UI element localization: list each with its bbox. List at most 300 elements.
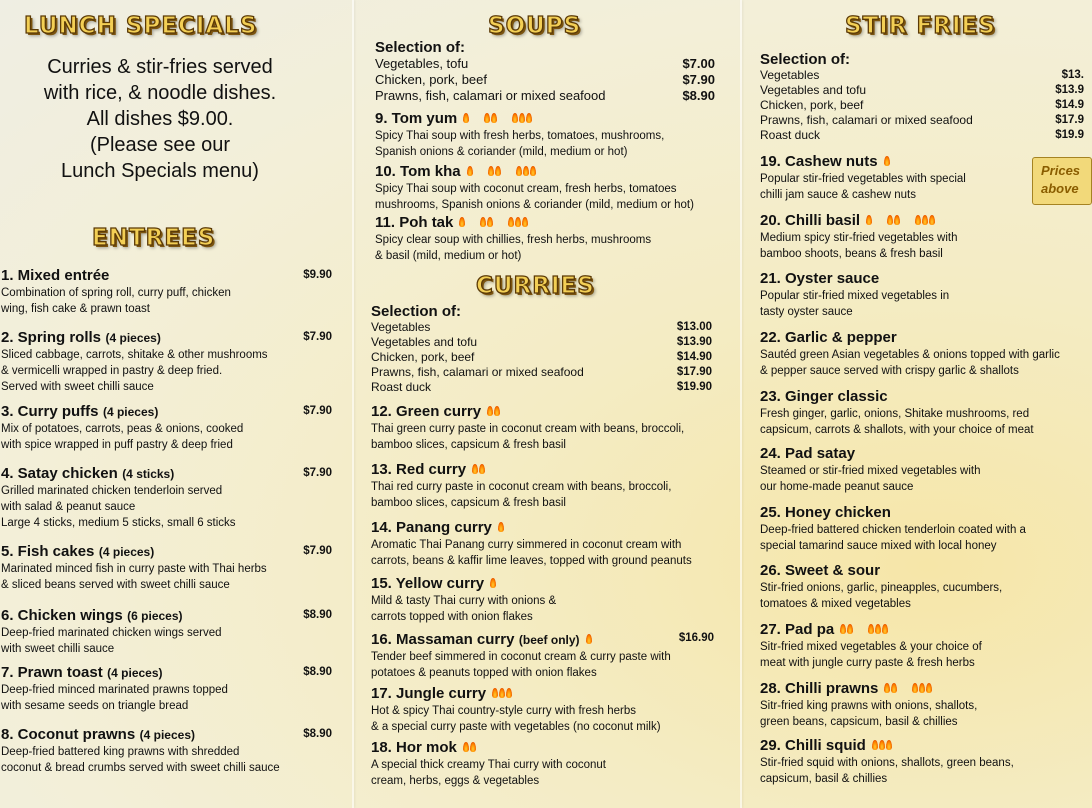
chilli-icon (484, 113, 490, 123)
intro-line: All dishes $9.00. (86, 108, 234, 130)
selection-price: $7.00 (682, 56, 715, 71)
selection-label: Roast duck (371, 380, 432, 394)
item-description: Deep-fried minced marinated prawns topped (1, 684, 228, 696)
chilli-icon (463, 742, 469, 752)
item-description: with sesame seeds on triangle bread (1, 700, 189, 712)
selection-price: $19.9 (1055, 129, 1084, 141)
item-description: A special thick creamy Thai curry with coconut (371, 759, 606, 771)
item-description: & sliced beans served with sweet chilli sauce (1, 579, 230, 591)
item-name: 24. Pad satay (760, 445, 856, 462)
item-header (760, 211, 1060, 230)
lunch-specials-heading: LUNCH SPECIALS (24, 13, 258, 39)
chilli-group (872, 736, 893, 754)
chilli-icon (840, 624, 846, 634)
item-description: Deep-fried battered chicken tenderloin coated with a (760, 524, 1026, 536)
selection-label: Chicken, pork, beef (375, 72, 488, 87)
item-description: Spicy clear soup with chillies, fresh herbs, mushrooms (375, 234, 652, 246)
item-price: $7.90 (303, 467, 332, 479)
chilli-rating (866, 211, 950, 229)
chilli-icon (519, 113, 525, 123)
item-price: $7.90 (303, 545, 332, 557)
chilli-icon (512, 113, 518, 123)
menu-item (371, 630, 714, 681)
item-description: Spicy Thai soup with fresh herbs, tomatoes, mushrooms, (375, 130, 665, 142)
item-quantity: (beef only) (518, 633, 580, 647)
item-description: Tender beef simmered in coconut cream & curry paste with (371, 651, 671, 663)
chilli-icon (887, 215, 893, 225)
item-name: 14. Panang curry (371, 519, 492, 536)
item-header (1, 403, 332, 421)
curries-heading: CURRIES (476, 273, 595, 299)
item-description: Medium spicy stir-fried vegetables with (760, 232, 958, 244)
chilli-icon (516, 166, 522, 176)
selection-row (760, 113, 1084, 128)
chilli-rating (467, 162, 551, 180)
item-description: Hot & spicy Thai country-style curry with fresh herbs (371, 705, 637, 717)
chilli-rating (463, 738, 491, 756)
item-description: Sliced cabbage, carrots, shitake & other mushrooms (1, 349, 268, 361)
item-name: 7. Prawn toast (1, 664, 103, 681)
menu-item (371, 518, 714, 569)
item-description: Sitr-fried mixed vegetables & your choice of (760, 641, 982, 653)
selection-row (760, 68, 1084, 83)
item-name: 12. Green curry (371, 403, 482, 420)
chilli-icon (480, 217, 486, 227)
chilli-icon (488, 166, 494, 176)
chilli-icon (847, 624, 853, 634)
chilli-icon (470, 742, 476, 752)
item-header (1, 726, 332, 744)
menu-item (760, 152, 1060, 203)
selection-row (375, 56, 715, 72)
selection-label: Vegetables and tofu (760, 83, 867, 97)
item-description: Combination of spring roll, curry puff, chicken (1, 287, 231, 299)
selection-price: $14.90 (676, 351, 712, 363)
item-name: 28. Chilli prawns (760, 680, 879, 697)
item-header (760, 445, 1060, 463)
item-header (371, 684, 714, 703)
item-header (760, 270, 1060, 288)
chilli-group (484, 109, 498, 127)
menu-item (760, 329, 1060, 379)
chilli-icon (894, 215, 900, 225)
item-header (760, 562, 1060, 580)
chilli-rating (492, 684, 527, 702)
soups-selection (375, 39, 715, 104)
prices-badge (1032, 157, 1092, 205)
item-description: Popular stir-fried mixed vegetables in (760, 290, 950, 302)
item-header (760, 388, 1060, 406)
item-name: 3. Curry puffs (1, 403, 99, 420)
menu-item (760, 736, 1060, 787)
selection-row (371, 380, 712, 395)
chilli-group (472, 460, 486, 478)
chilli-icon (919, 683, 925, 693)
menu-item (760, 562, 1060, 612)
chilli-icon (915, 215, 921, 225)
chilli-group (516, 162, 537, 180)
chilli-icon (499, 688, 505, 698)
chilli-rating (463, 109, 547, 127)
selection-title: Selection of: (371, 303, 462, 320)
item-description: Spanish onions & coriander (mild, medium or hot) (375, 146, 628, 158)
item-name: 19. Cashew nuts (760, 153, 878, 170)
item-description: Large 4 sticks, medium 5 sticks, small 6 sticks (1, 517, 236, 529)
item-name: 9. Tom yum (375, 110, 458, 127)
chilli-icon (523, 166, 529, 176)
chilli-rating (490, 574, 511, 592)
chilli-icon (884, 683, 890, 693)
item-quantity: (4 sticks) (122, 467, 175, 481)
item-header (760, 504, 1060, 522)
chilli-icon (926, 683, 932, 693)
item-description: Stir-fried squid with onions, shallots, green beans, (760, 757, 1014, 769)
selection-row (371, 350, 712, 365)
chilli-icon (522, 217, 528, 227)
menu-item (375, 109, 720, 160)
item-quantity: (4 pieces) (102, 405, 159, 419)
selection-row (375, 88, 715, 104)
menu-item (371, 738, 714, 789)
selection-label: Prawns, fish, calamari or mixed seafood (371, 365, 584, 379)
chilli-rating (586, 630, 607, 648)
chilli-group (459, 213, 466, 231)
item-description: Served with sweet chilli sauce (1, 381, 154, 393)
item-description: Popular stir-fried vegetables with special (760, 173, 966, 185)
selection-title: Selection of: (760, 51, 851, 68)
item-header (760, 152, 1060, 171)
item-description: special tamarind sauce mixed with local honey (760, 540, 997, 552)
chilli-icon (495, 166, 501, 176)
chilli-icon (912, 683, 918, 693)
item-description: meat with jungle curry paste & fresh herbs (760, 657, 975, 669)
item-description: our home-made peanut sauce (760, 481, 914, 493)
item-header (1, 664, 332, 682)
chilli-icon (886, 740, 892, 750)
chilli-group (884, 679, 898, 697)
menu-item (375, 162, 720, 213)
item-price: $8.90 (303, 666, 332, 678)
selection-price: $13.9 (1055, 84, 1084, 96)
item-description: green beans, capsicum, basil & chillies (760, 716, 958, 728)
badge-line: Prices (1041, 163, 1081, 178)
chilli-group (463, 738, 477, 756)
item-price: $9.90 (303, 269, 332, 281)
chilli-group (912, 679, 933, 697)
item-name: 2. Spring rolls (1, 329, 102, 346)
menu-item (760, 211, 1060, 262)
badge-line: above (1041, 181, 1079, 196)
selection-label: Vegetables and tofu (371, 335, 478, 349)
menu-item (1, 267, 332, 317)
item-description: & vermicelli wrapped in pastry & deep fried. (1, 365, 223, 377)
item-header (371, 630, 714, 649)
item-name: 22. Garlic & pepper (760, 329, 897, 346)
menu-item (371, 402, 714, 453)
chilli-group (884, 152, 891, 170)
chilli-icon (487, 406, 493, 416)
chilli-icon (515, 217, 521, 227)
item-description: carrots topped with onion flakes (371, 611, 533, 623)
chilli-rating (884, 152, 905, 170)
chilli-icon (479, 464, 485, 474)
selection-row (375, 72, 715, 88)
item-description: Steamed or stir-fried mixed vegetables with (760, 465, 981, 477)
item-description: capsicum, basil & chillies (760, 773, 888, 785)
menu-item (760, 504, 1060, 554)
item-price: $8.90 (303, 728, 332, 740)
menu-item (760, 445, 1060, 495)
item-quantity: (4 pieces) (98, 545, 155, 559)
chilli-icon (872, 740, 878, 750)
item-description: bamboo slices, capsicum & fresh basil (371, 439, 566, 451)
item-name: 1. Mixed entrée (1, 267, 110, 284)
item-description: Sitr-fried king prawns with onions, shallots, (760, 700, 978, 712)
item-quantity: (4 pieces) (107, 666, 163, 680)
item-header (1, 267, 332, 285)
item-name: 26. Sweet & sour (760, 562, 881, 579)
chilli-icon (463, 113, 469, 123)
chilli-icon (530, 166, 536, 176)
item-name: 16. Massaman curry (371, 631, 515, 648)
item-description: with sweet chilli sauce (1, 643, 115, 655)
item-name: 17. Jungle curry (371, 685, 487, 702)
chilli-rating (884, 679, 947, 697)
selection-price: $19.90 (676, 381, 712, 393)
item-header (1, 543, 332, 561)
chilli-icon (866, 215, 872, 225)
item-description: bamboo slices, capsicum & fresh basil (371, 497, 566, 509)
item-description: coconut & bread crumbs served with sweet chilli sauce (1, 762, 280, 774)
selection-price: $8.90 (682, 88, 715, 103)
item-header (371, 402, 714, 421)
menu-item (1, 329, 332, 395)
selection-price: $13.90 (676, 336, 712, 348)
chilli-rating (498, 518, 519, 536)
selection-label: Chicken, pork, beef (371, 350, 475, 364)
chilli-icon (875, 624, 881, 634)
lunch-intro (0, 54, 320, 184)
chilli-group (498, 518, 505, 536)
stir-fries-selection (760, 51, 1084, 143)
menu-item (760, 388, 1060, 438)
menu-item (1, 403, 332, 453)
item-header (1, 607, 332, 625)
chilli-group (840, 620, 854, 638)
chilli-icon (508, 217, 514, 227)
menu-item (1, 726, 332, 776)
chilli-icon (882, 624, 888, 634)
item-description: Mix of potatoes, carrots, peas & onions, cooked (1, 423, 244, 435)
item-header (371, 460, 714, 479)
item-description: Sautéd green Asian vegetables & onions topped with garlic (760, 349, 1060, 361)
selection-row (371, 335, 712, 350)
chilli-rating (459, 213, 543, 231)
panel-lunch-entrees (0, 0, 345, 808)
item-name: 8. Coconut prawns (1, 726, 136, 743)
intro-line: Curries & stir-fries served (47, 56, 273, 78)
chilli-group (487, 402, 501, 420)
menu-item (1, 543, 332, 593)
chilli-icon (929, 215, 935, 225)
item-description: Thai green curry paste in coconut cream with beans, broccoli, (371, 423, 685, 435)
selection-price: $14.9 (1055, 99, 1084, 111)
item-header (760, 679, 1060, 698)
selection-row (371, 320, 712, 335)
item-price: $8.90 (303, 609, 332, 621)
item-header (371, 574, 714, 593)
item-header (375, 213, 720, 232)
intro-line: (Please see our (89, 134, 231, 156)
chilli-icon (494, 406, 500, 416)
chilli-rating (872, 736, 907, 754)
selection-row (760, 98, 1084, 113)
item-description: bamboo shoots, beans & fresh basil (760, 248, 943, 260)
item-name: 18. Hor mok (371, 739, 457, 756)
chilli-icon (487, 217, 493, 227)
selection-label: Chicken, pork, beef (760, 98, 864, 112)
selection-row (760, 83, 1084, 98)
item-header (375, 109, 720, 128)
item-description: Deep-fried marinated chicken wings served (1, 627, 222, 639)
item-description: with salad & peanut sauce (1, 501, 136, 513)
selection-label: Vegetables (371, 320, 431, 334)
menu-item (371, 460, 714, 511)
item-quantity: (6 pieces) (127, 609, 183, 623)
chilli-icon (891, 683, 897, 693)
chilli-icon (472, 464, 478, 474)
selection-label: Vegetables (760, 68, 820, 82)
selection-label: Vegetables, tofu (375, 56, 469, 71)
item-quantity: (4 pieces) (139, 728, 195, 742)
chilli-group (492, 684, 513, 702)
item-price: $7.90 (303, 405, 332, 417)
item-description: & pepper sauce served with crispy garlic & shallots (760, 365, 1019, 377)
selection-title: Selection of: (375, 39, 466, 56)
selection-label: Prawns, fish, calamari or mixed seafood (375, 88, 606, 103)
item-quantity: (4 pieces) (105, 331, 161, 345)
chilli-group (887, 211, 901, 229)
item-name: 21. Oyster sauce (760, 270, 880, 287)
item-name: 4. Satay chicken (1, 465, 118, 482)
menu-item (375, 213, 720, 264)
item-header (371, 518, 714, 537)
item-description: with spice wrapped in puff pastry & deep fried (1, 439, 233, 451)
item-description: Aromatic Thai Panang curry simmered in coconut cream with (371, 539, 682, 551)
item-header (760, 620, 1060, 639)
chilli-group (915, 211, 936, 229)
chilli-icon (498, 522, 504, 532)
menu-item (371, 684, 714, 735)
item-header (760, 329, 1060, 347)
chilli-rating (487, 402, 515, 420)
chilli-group (508, 213, 529, 231)
curries-selection (371, 303, 712, 395)
item-name: 5. Fish cakes (1, 543, 95, 560)
chilli-icon (490, 578, 496, 588)
chilli-group (868, 620, 889, 638)
chilli-group (490, 574, 497, 592)
menu-item (1, 465, 332, 531)
item-header (760, 736, 1060, 755)
item-description: Thai red curry paste in coconut cream with beans, broccoli, (371, 481, 672, 493)
chilli-rating (472, 460, 500, 478)
item-name: 6. Chicken wings (1, 607, 123, 624)
chilli-icon (491, 113, 497, 123)
item-price: $16.90 (678, 632, 714, 644)
menu-item (760, 620, 1060, 671)
item-description: mushrooms, Spanish onions & coriander (mild, medium or hot) (375, 199, 694, 211)
selection-row (760, 128, 1084, 143)
chilli-group (586, 630, 593, 648)
chilli-group (467, 162, 474, 180)
item-description: Stir-fried onions, garlic, pineapples, cucumbers, (760, 582, 1003, 594)
selection-price: $17.90 (676, 366, 712, 378)
item-description: wing, fish cake & prawn toast (1, 303, 150, 315)
item-description: & a special curry paste with vegetables (no coconut milk) (371, 721, 661, 733)
item-name: 15. Yellow curry (371, 575, 485, 592)
chilli-icon (879, 740, 885, 750)
chilli-icon (922, 215, 928, 225)
item-name: 10. Tom kha (375, 163, 461, 180)
chilli-group (866, 211, 873, 229)
menu-item (1, 607, 332, 657)
selection-row (371, 365, 712, 380)
item-description: & basil (mild, medium or hot) (375, 250, 522, 262)
item-description: Spicy Thai soup with coconut cream, fresh herbs, tomatoes (375, 183, 677, 195)
chilli-icon (868, 624, 874, 634)
selection-price: $17.9 (1055, 114, 1084, 126)
menu-item (1, 664, 332, 714)
item-description: Fresh ginger, garlic, onions, Shitake mushrooms, red (760, 408, 1030, 420)
item-name: 13. Red curry (371, 461, 467, 478)
item-name: 25. Honey chicken (760, 504, 891, 521)
item-description: carrots, beans & kaffir lime leaves, topped with ground peanuts (371, 555, 692, 567)
selection-label: Prawns, fish, calamari or mixed seafood (760, 113, 973, 127)
selection-price: $13.00 (676, 321, 712, 333)
chilli-icon (492, 688, 498, 698)
item-header (375, 162, 720, 181)
selection-price: $7.90 (682, 72, 715, 87)
item-name: 27. Pad pa (760, 621, 835, 638)
item-name: 20. Chilli basil (760, 212, 861, 229)
chilli-icon (526, 113, 532, 123)
menu-item (371, 574, 714, 625)
item-name: 23. Ginger classic (760, 388, 888, 405)
item-description: Mild & tasty Thai curry with onions & (371, 595, 557, 607)
menu-item (760, 270, 1060, 320)
item-header (371, 738, 714, 757)
item-description: capsicum, carrots & shallots, with your choice of meat (760, 424, 1034, 436)
item-description: cream, herbs, eggs & vegetables (371, 775, 540, 787)
item-description: potatoes & peanuts topped with onion flakes (371, 667, 597, 679)
intro-line: Lunch Specials menu) (61, 160, 259, 182)
item-price: $7.90 (303, 331, 332, 343)
chilli-icon (884, 156, 890, 166)
intro-line: with rice, & noodle dishes. (43, 82, 277, 104)
item-header (1, 465, 332, 483)
soups-heading: SOUPS (488, 13, 582, 39)
chilli-icon (467, 166, 473, 176)
panel-soups-curries (362, 0, 722, 808)
selection-label: Roast duck (760, 128, 821, 142)
panel-stir-fries (752, 0, 1092, 808)
chilli-group (488, 162, 502, 180)
chilli-group (512, 109, 533, 127)
item-description: chilli jam sauce & cashew nuts (760, 189, 916, 201)
item-header (1, 329, 332, 347)
menu-item (760, 679, 1060, 730)
